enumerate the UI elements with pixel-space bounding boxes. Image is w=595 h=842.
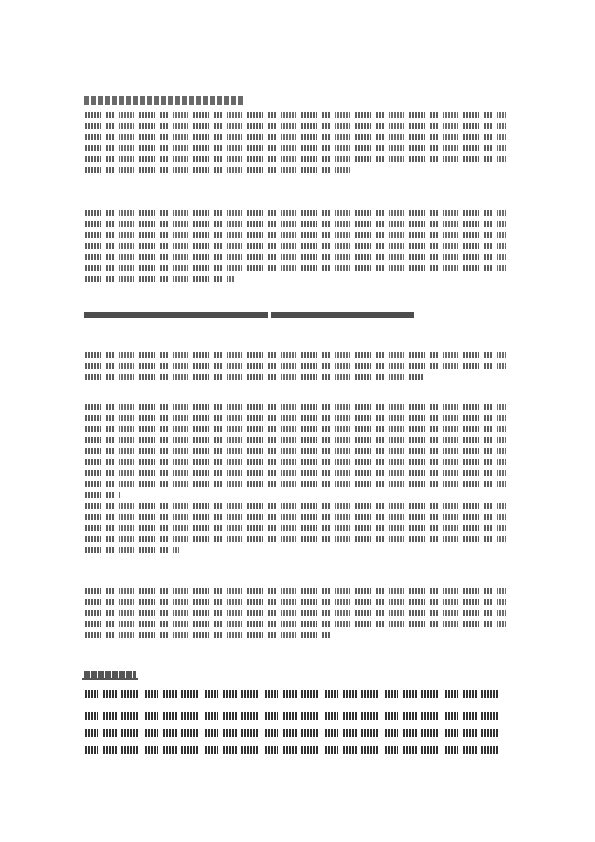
- paragraph: [84, 352, 506, 385]
- paragraph: [84, 210, 506, 287]
- paragraph: [84, 112, 506, 178]
- reference-line: [84, 746, 504, 754]
- section-heading: [84, 96, 244, 105]
- paragraph: [84, 404, 506, 558]
- separator-rule: [84, 312, 414, 318]
- reference-line: [84, 729, 504, 737]
- references-heading: [84, 671, 136, 679]
- paragraph: [84, 588, 506, 643]
- reference-line: [84, 690, 504, 698]
- reference-line: [84, 712, 504, 720]
